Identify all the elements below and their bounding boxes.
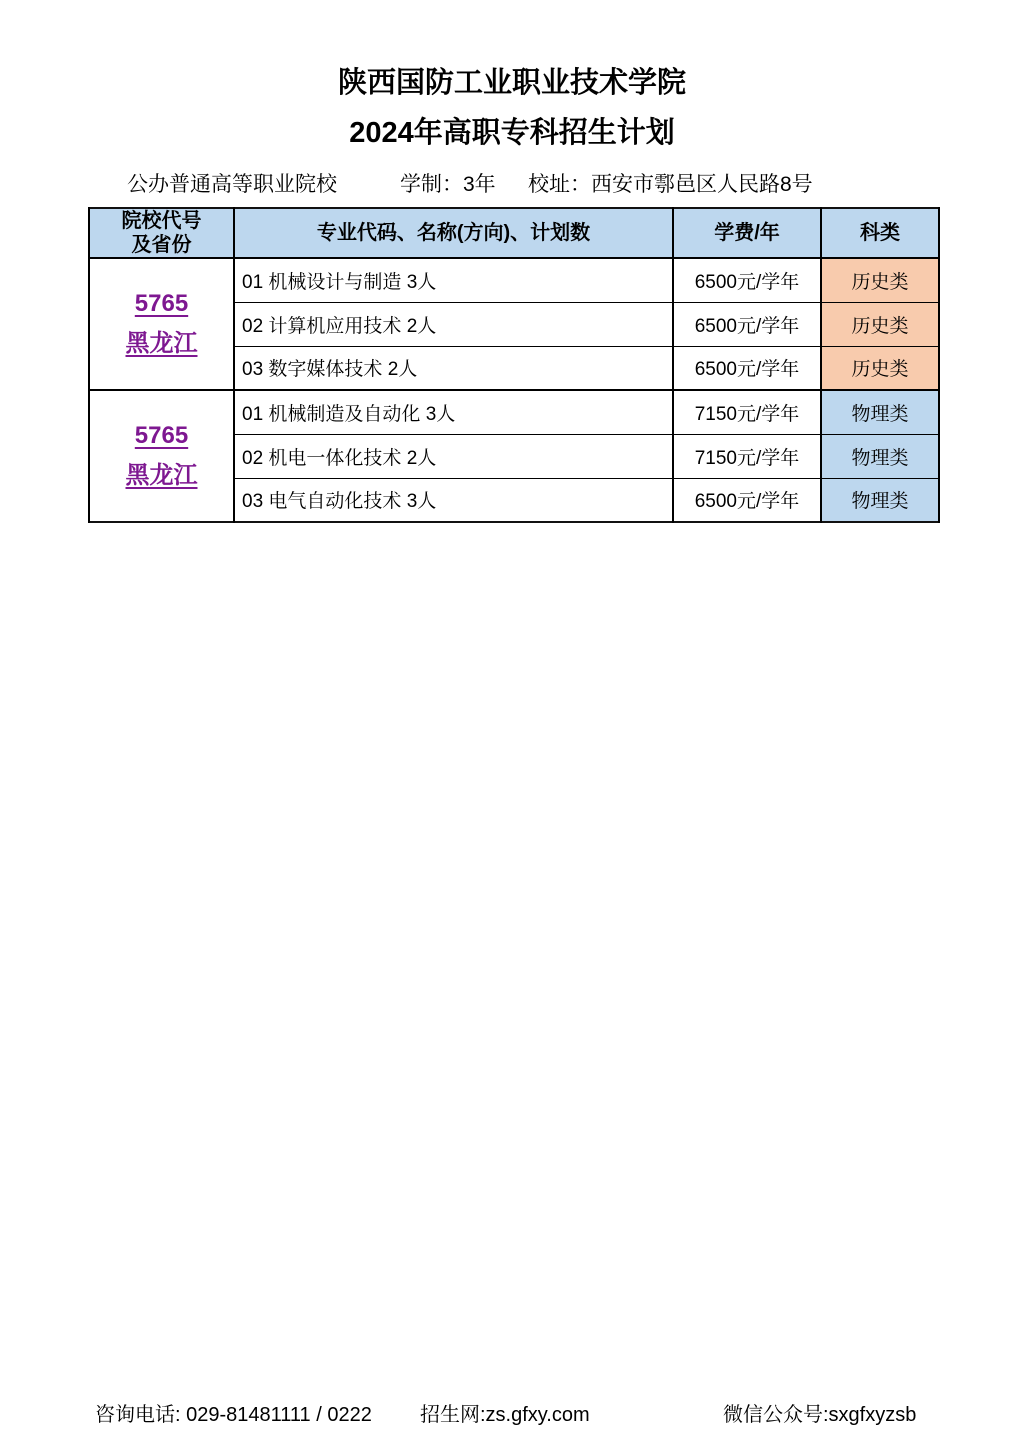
- contact-phone-label: 咨询电话: 029-81481111 / 0222: [95, 1404, 372, 1426]
- admission-plan-table: [88, 207, 940, 523]
- table-row: [89, 258, 939, 302]
- major-cell: 01 机械设计与制造 3人: [234, 258, 673, 302]
- major-cell: 02 机电一体化技术 2人: [234, 434, 673, 478]
- column-header-code-province: [89, 208, 234, 258]
- fee-cell: 6500元/学年: [673, 258, 821, 302]
- major-cell: 01 机械制造及自动化 3人: [234, 390, 673, 434]
- table-header-row: [89, 208, 939, 258]
- school-type-label: 公办普通高等职业院校: [127, 173, 337, 196]
- category-badge: 物理类: [821, 390, 939, 434]
- table-row: [89, 390, 939, 434]
- study-duration-label: 学制：3年: [400, 173, 496, 196]
- school-code-link-group1[interactable]: [126, 284, 198, 364]
- major-cell: 02 计算机应用技术 2人: [234, 302, 673, 346]
- column-header-code-line1: 院校代号: [121, 210, 202, 232]
- school-address-label: 校址：西安市鄠邑区人民路8号: [528, 173, 813, 196]
- fee-cell: 6500元/学年: [673, 478, 821, 522]
- column-header-major: 专业代码、名称(方向)、计划数: [234, 208, 673, 258]
- category-badge: 物理类: [821, 434, 939, 478]
- page-title-line2: 2024年高职专科招生计划: [349, 117, 675, 149]
- fee-cell: 6500元/学年: [673, 346, 821, 390]
- page-title: [0, 58, 1024, 158]
- column-header-fee: 学费/年: [673, 208, 821, 258]
- school-info-line: [0, 168, 1024, 196]
- wechat-account-label: 微信公众号:sxgfxyzsb: [723, 1404, 917, 1426]
- province-group2[interactable]: 黑龙江: [125, 462, 198, 489]
- code-province-cell-group2: [89, 390, 234, 522]
- code-province-cell-group1: [89, 258, 234, 390]
- category-badge: 历史类: [821, 302, 939, 346]
- fee-cell: 7150元/学年: [673, 390, 821, 434]
- column-header-code-line2: 及省份: [131, 234, 192, 256]
- major-cell: 03 数字媒体技术 2人: [234, 346, 673, 390]
- school-code-group1[interactable]: 5765: [134, 290, 189, 317]
- fee-cell: 7150元/学年: [673, 434, 821, 478]
- column-header-category: 科类: [821, 208, 939, 258]
- category-badge: 历史类: [821, 346, 939, 390]
- major-cell: 03 电气自动化技术 3人: [234, 478, 673, 522]
- school-code-link-group2[interactable]: [126, 416, 198, 496]
- fee-cell: 6500元/学年: [673, 302, 821, 346]
- province-group1[interactable]: 黑龙江: [125, 330, 198, 357]
- page-title-line1: 陕西国防工业职业技术学院: [337, 67, 686, 99]
- category-badge: 物理类: [821, 478, 939, 522]
- category-badge: 历史类: [821, 258, 939, 302]
- admission-website-label: 招生网:zs.gfxy.com: [420, 1404, 590, 1426]
- page-footer: [0, 1398, 1024, 1428]
- school-code-group2[interactable]: 5765: [134, 422, 189, 449]
